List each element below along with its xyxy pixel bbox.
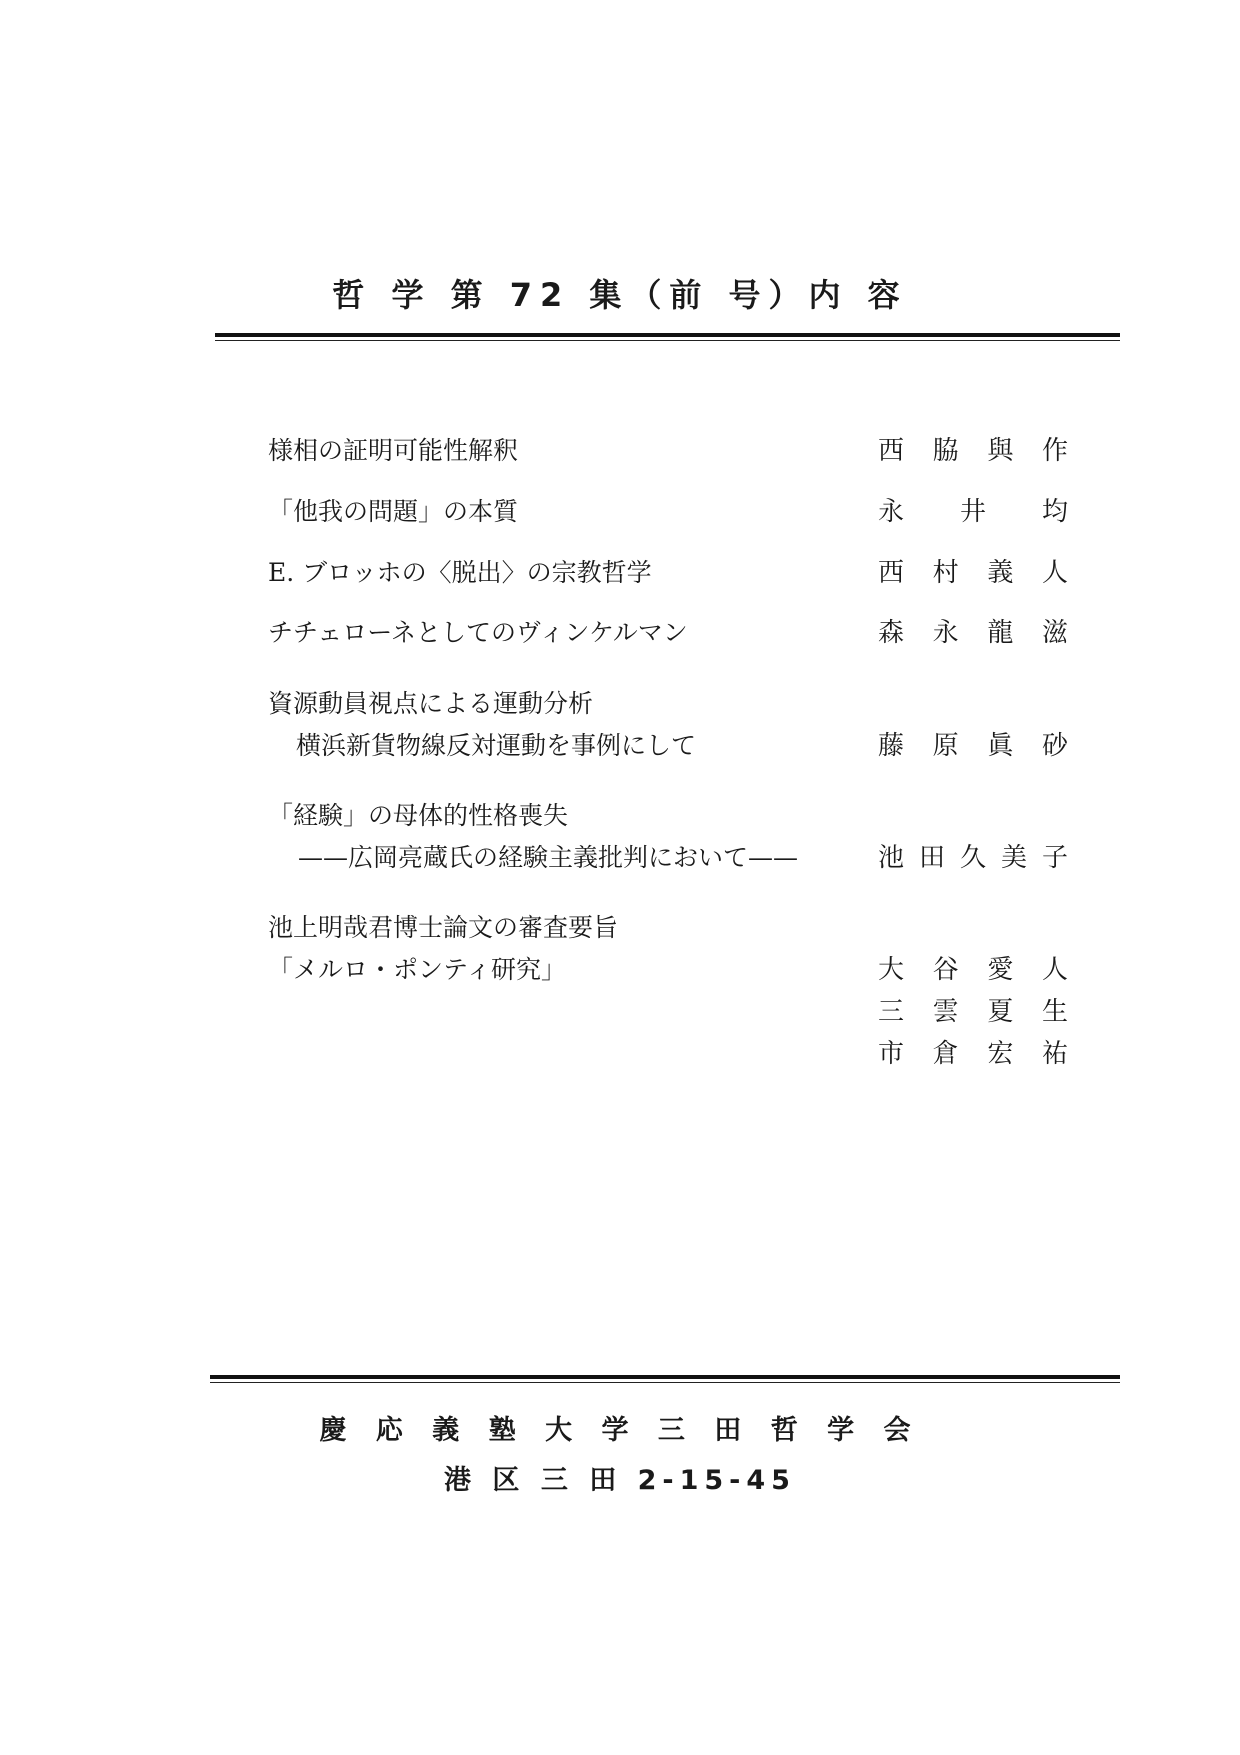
entry-author: 三 雲 夏 生 — [878, 997, 1068, 1027]
entry-title: 資源動員視点による運動分析 — [268, 689, 594, 718]
toc-entry — [268, 795, 1068, 879]
entry-author: 市 倉 宏 祐 — [878, 1039, 1068, 1069]
entry-title: 池上明哉君博士論文の審査要旨 — [268, 913, 619, 942]
entry-author: 藤 原 眞 砂 — [878, 731, 1068, 761]
entry-title: 「他我の問題」の本質 — [268, 497, 519, 526]
entry-author: 池 田 久 美 子 — [878, 843, 1068, 873]
entry-author: 大 谷 愛 人 — [878, 955, 1068, 985]
toc-entry — [268, 430, 1068, 472]
entry-author: 森 永 龍 滋 — [878, 618, 1068, 648]
entry-author: 永 井 均 — [878, 497, 1068, 527]
publisher-name: 慶 応 義 塾 大 学 三 田 哲 学 会 — [319, 1415, 921, 1446]
publisher-address: 港 区 三 田 2-15-45 — [444, 1465, 796, 1496]
toc-entry — [268, 683, 1068, 767]
toc-entry — [268, 491, 1068, 533]
entry-author: 西 脇 與 作 — [878, 436, 1068, 466]
page-title: 哲 学 第 72 集（前 号）内 容 — [332, 276, 908, 314]
bottom-rule — [210, 1375, 1120, 1383]
top-rule — [215, 333, 1120, 341]
entry-title: E. ブロッホの〈脱出〉の宗教哲学 — [268, 558, 652, 587]
entry-subtitle: 「メルロ・ポンティ研究」 — [268, 955, 567, 984]
table-of-contents — [268, 430, 1068, 1075]
entry-subtitle: ——広岡亮蔵氏の経験主義批判において—— — [298, 843, 799, 872]
entry-title: 「経験」の母体的性格喪失 — [268, 801, 569, 830]
toc-entry — [268, 552, 1068, 594]
entry-title: チチェローネとしてのヴィンケルマン — [268, 618, 688, 647]
entry-title: 様相の証明可能性解釈 — [268, 436, 519, 465]
toc-entry — [268, 612, 1068, 654]
toc-entry — [268, 907, 1068, 1075]
entry-author: 西 村 義 人 — [878, 558, 1068, 588]
entry-subtitle: 横浜新貨物線反対運動を事例にして — [296, 731, 697, 760]
